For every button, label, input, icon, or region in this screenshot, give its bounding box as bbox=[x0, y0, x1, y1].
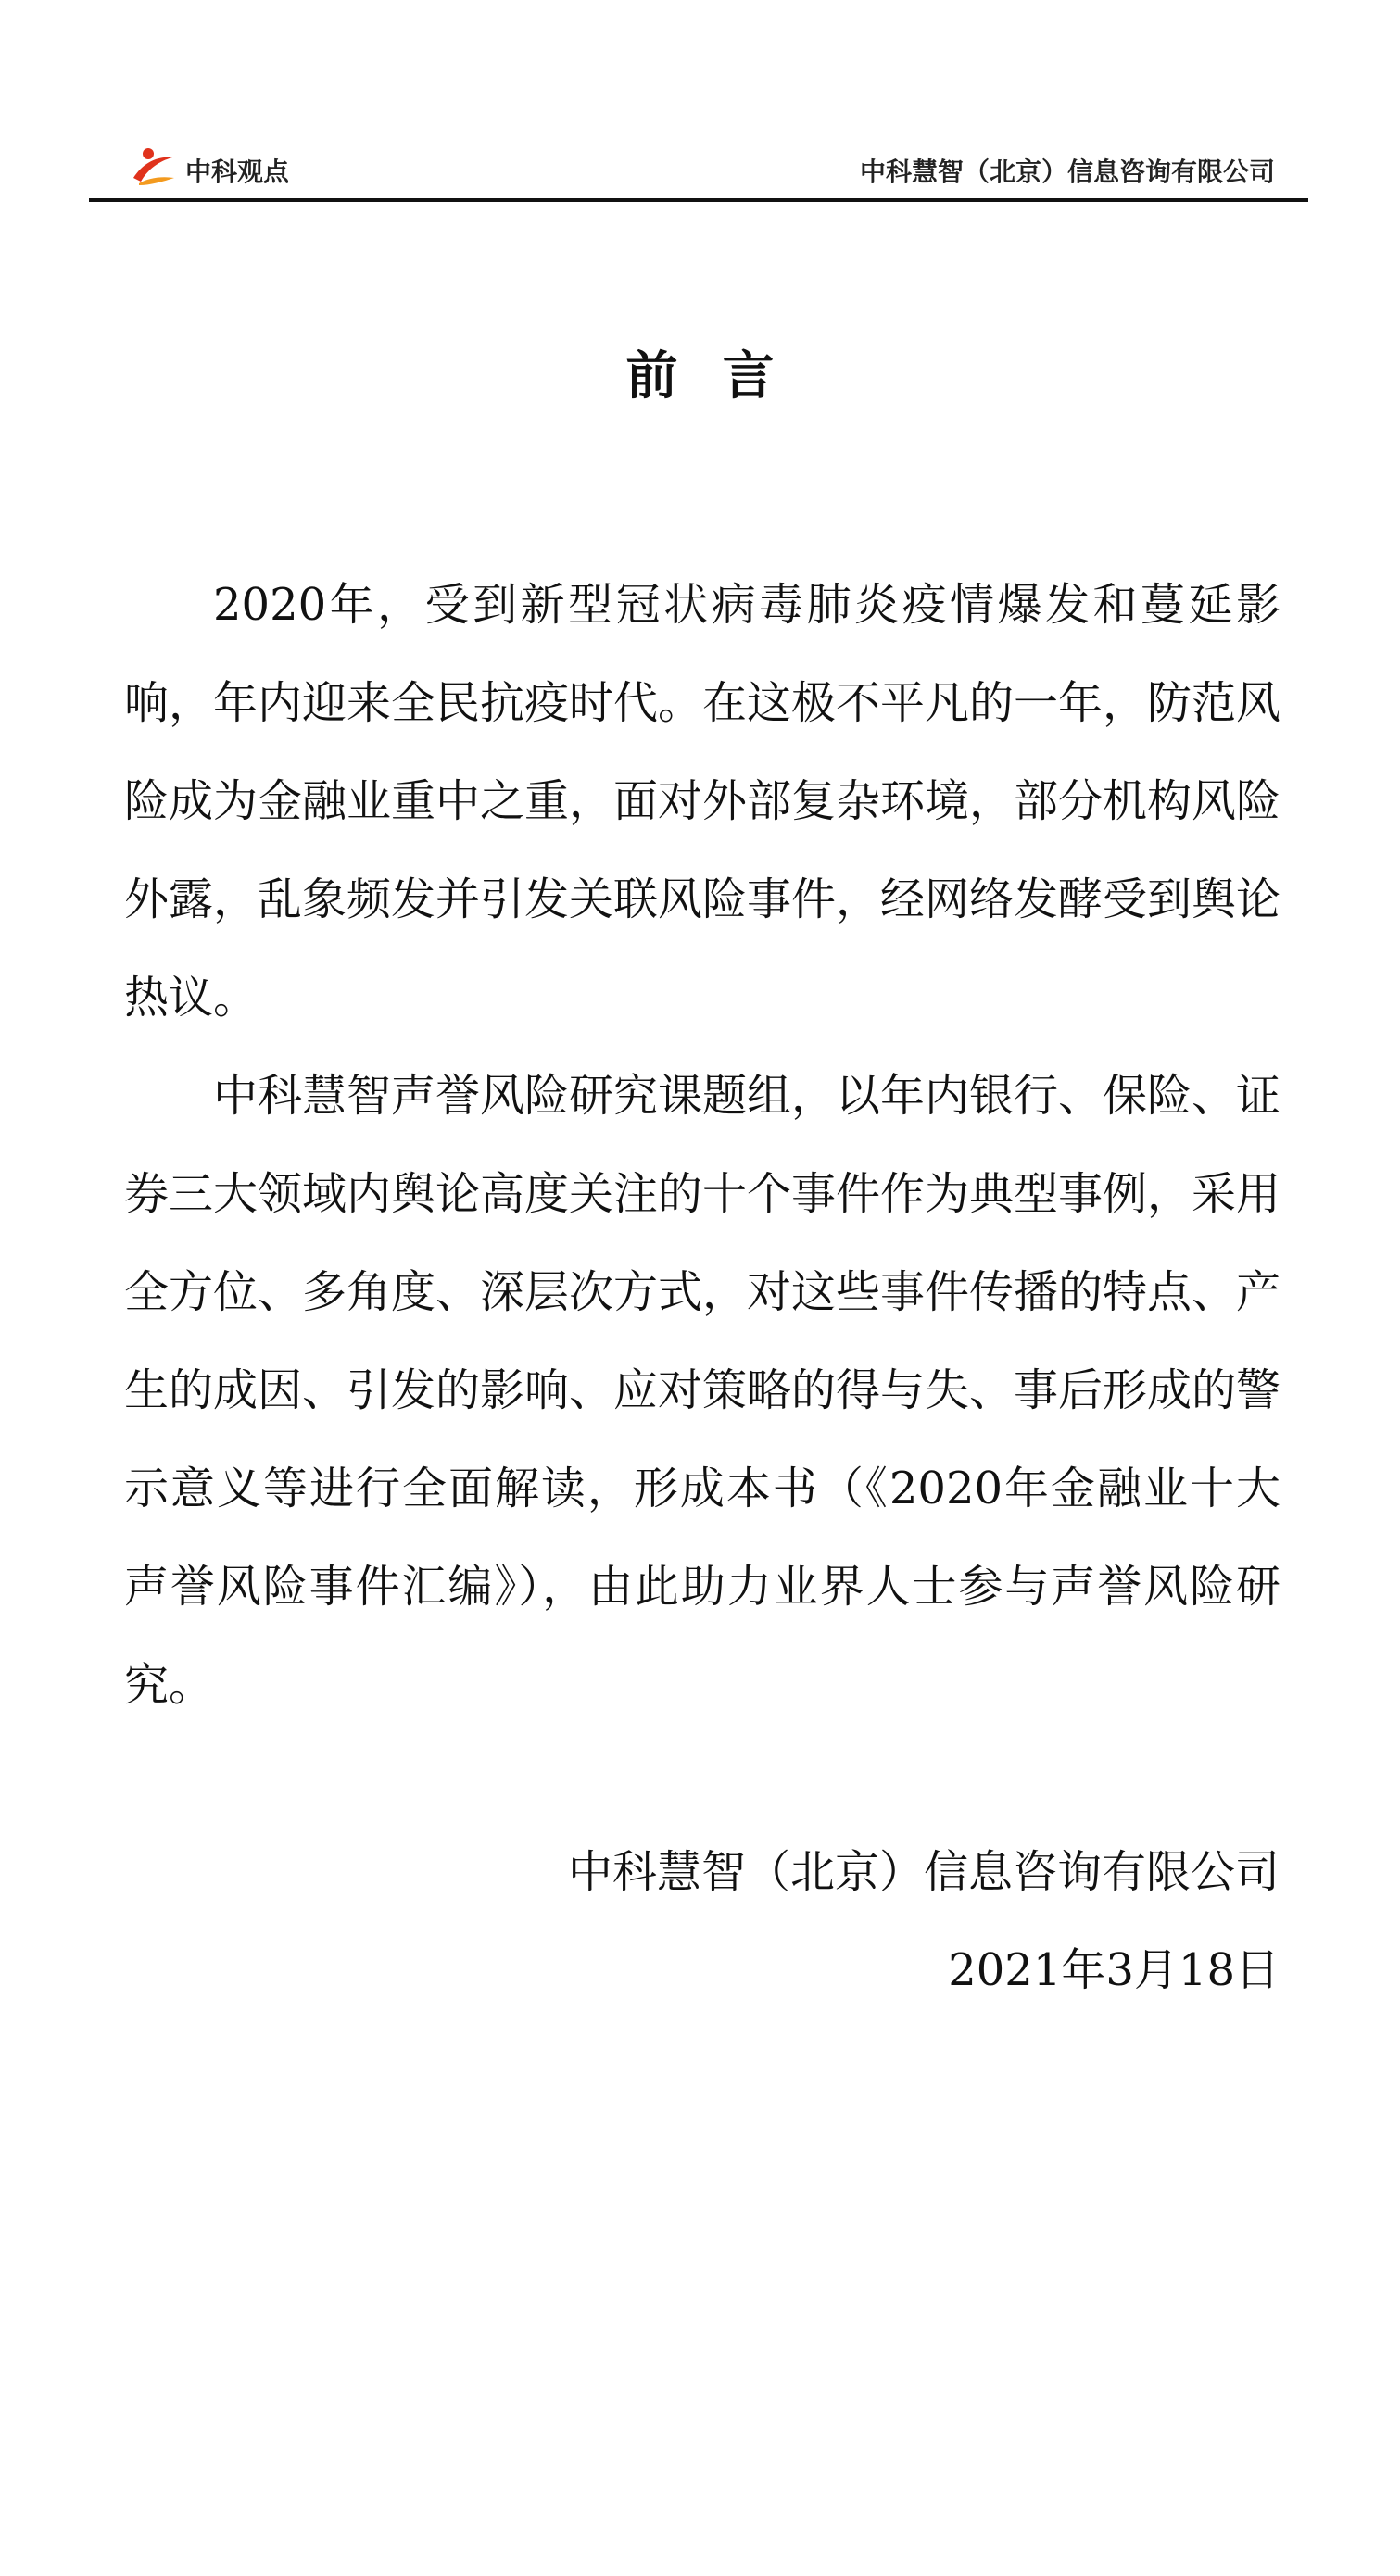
header-divider bbox=[89, 198, 1308, 202]
page-header bbox=[89, 139, 1308, 204]
page-title: 前言 bbox=[625, 346, 819, 407]
logo-text: 中科观点 bbox=[185, 157, 290, 187]
signature-date: 2021年3月18日 bbox=[948, 1944, 1280, 1996]
header-company-name: 中科慧智（北京）信息咨询有限公司 bbox=[859, 157, 1275, 187]
paragraph-1: 2020年，受到新型冠状病毒肺炎疫情爆发和蔓延影响，年内迎来全民抗疫时代。在这极不平凡的一年，防范风险成为金融业重中之重，面对外部复杂环境，部分机构风险外露，乱象频发并引发关联风险事件，经网络发酵受到舆论热议。 bbox=[124, 579, 1281, 1024]
logo-icon bbox=[130, 145, 176, 187]
signature-company: 中科慧智（北京）信息咨询有限公司 bbox=[567, 1846, 1280, 1898]
preface-body bbox=[124, 556, 1280, 1734]
signature-block bbox=[568, 1823, 1280, 2019]
paragraph-2: 中科慧智声誉风险研究课题组，以年内银行、保险、证券三大领域内舆论高度关注的十个事件作为典型事例，采用全方位、多角度、深层次方式，对这些事件传播的特点、产生的成因、引发的影响、应对策略的得与失、事后形成的警示意义等进行全面解读，形成本书（《2020年金融业十大声誉风险事件汇编》），由此助力业界人士参与声誉风险研究。 bbox=[124, 1070, 1281, 1711]
